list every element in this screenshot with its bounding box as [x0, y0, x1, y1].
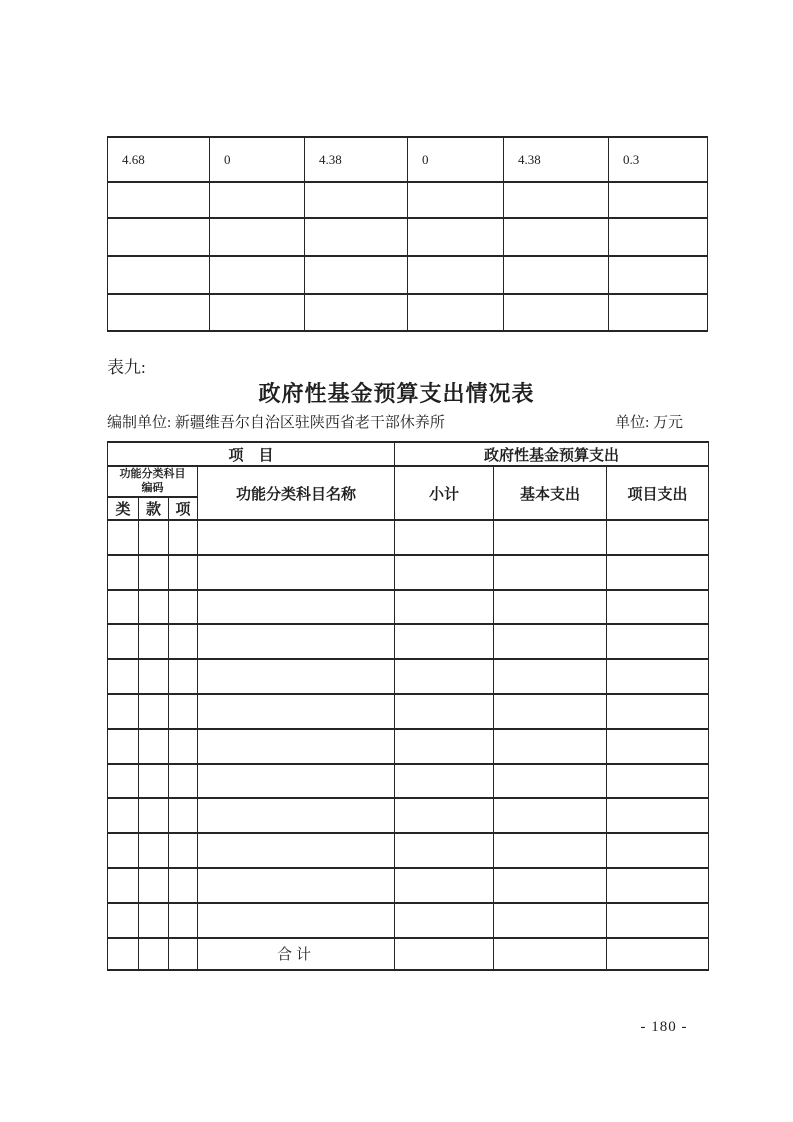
- table-cell: [139, 624, 169, 659]
- table-cell: [108, 938, 139, 970]
- table-row: [108, 729, 709, 764]
- table-cell: [607, 729, 709, 764]
- table-cell: [408, 256, 504, 294]
- table-cell: [139, 555, 169, 590]
- table-cell: [607, 590, 709, 625]
- table-cell: [198, 520, 395, 555]
- table-cell: [169, 938, 198, 970]
- table-cell: [609, 294, 708, 331]
- unit-label: 单位: 万元: [615, 415, 683, 431]
- continuation-table: [107, 136, 708, 332]
- table-cell: [108, 520, 139, 555]
- table-cell: 0.3: [609, 137, 708, 182]
- table-row: [108, 218, 708, 256]
- table-cell: [494, 694, 607, 729]
- table-cell: [494, 729, 607, 764]
- table-cell: [108, 182, 210, 218]
- table-cell: [169, 833, 198, 868]
- table-cell: [408, 218, 504, 256]
- table-row: [108, 798, 709, 833]
- table-cell: [395, 520, 494, 555]
- table-cell: [395, 694, 494, 729]
- table-cell: [139, 590, 169, 625]
- table-cell: [494, 868, 607, 903]
- table-cell: [408, 294, 504, 331]
- table-row: [108, 555, 709, 590]
- header-row-columns: [108, 466, 709, 497]
- table-row: [108, 256, 708, 294]
- table-cell: [198, 590, 395, 625]
- table-cell: [607, 798, 709, 833]
- table-cell: [198, 833, 395, 868]
- table-cell: [108, 833, 139, 868]
- table-cell: [139, 868, 169, 903]
- table-cell: [108, 590, 139, 625]
- table-cell: [108, 659, 139, 694]
- table-cell: [607, 694, 709, 729]
- table-cell: [395, 729, 494, 764]
- subtotal-column-header: 小计: [395, 466, 494, 520]
- table-row: [108, 520, 709, 555]
- table-cell: [395, 659, 494, 694]
- table-cell: [395, 833, 494, 868]
- table-cell: [198, 868, 395, 903]
- table-row: [108, 624, 709, 659]
- table-cell: [108, 798, 139, 833]
- table-cell: [609, 218, 708, 256]
- table-row: [108, 833, 709, 868]
- code-item-header: 项: [169, 497, 198, 520]
- table-cell: [210, 218, 305, 256]
- table-cell: [198, 764, 395, 799]
- table-cell: [108, 903, 139, 938]
- table-cell: 4.68: [108, 137, 210, 182]
- table-cell: [198, 903, 395, 938]
- expense-group-header: 政府性基金预算支出: [395, 442, 709, 466]
- table-cell: [607, 624, 709, 659]
- header-row-groups: [108, 442, 709, 466]
- table-cell: [395, 555, 494, 590]
- table-cell: [139, 659, 169, 694]
- table-cell: [198, 624, 395, 659]
- table-cell: [210, 182, 305, 218]
- table-cell: [494, 938, 607, 970]
- table-cell: [305, 218, 408, 256]
- table-cell: [609, 182, 708, 218]
- table-cell: [395, 938, 494, 970]
- table-cell: 0: [408, 137, 504, 182]
- table-cell: [494, 555, 607, 590]
- table-cell: [607, 833, 709, 868]
- table-cell: [108, 294, 210, 331]
- table-cell: [494, 833, 607, 868]
- table-cell: [139, 833, 169, 868]
- project-expense-column-header: 项目支出: [607, 466, 709, 520]
- table-cell: [169, 624, 198, 659]
- table-cell: [504, 182, 609, 218]
- table-cell: [139, 694, 169, 729]
- page-title: 政府性基金预算支出情况表: [258, 381, 535, 406]
- table-cell: [108, 218, 210, 256]
- table-row: [108, 868, 709, 903]
- table-cell: [494, 520, 607, 555]
- page-number: - 180 -: [640, 1019, 688, 1035]
- table-row: [108, 137, 708, 182]
- table-cell: [139, 903, 169, 938]
- table-row: [108, 764, 709, 799]
- code-group-header: [108, 466, 198, 497]
- table-cell: [139, 798, 169, 833]
- budget-table: [107, 441, 709, 971]
- table-cell: [210, 256, 305, 294]
- subtitle-row: [107, 413, 707, 433]
- table-cell: [607, 764, 709, 799]
- table-cell: 4.38: [504, 137, 609, 182]
- table-row: [108, 590, 709, 625]
- table-cell: [395, 764, 494, 799]
- table-cell: [108, 694, 139, 729]
- code-class-header: 类: [108, 497, 139, 520]
- table-cell: [607, 938, 709, 970]
- table-cell: [108, 555, 139, 590]
- table-cell: [198, 729, 395, 764]
- table-cell: [607, 520, 709, 555]
- table-cell: [494, 903, 607, 938]
- table-cell: [305, 294, 408, 331]
- table-row: [108, 182, 708, 218]
- table-cell: [395, 868, 494, 903]
- table-row: [108, 903, 709, 938]
- table-cell: [169, 764, 198, 799]
- table-row: [108, 694, 709, 729]
- table-cell: [609, 256, 708, 294]
- table-cell: [504, 294, 609, 331]
- table-cell: [494, 624, 607, 659]
- table-cell: [607, 555, 709, 590]
- table-cell: [139, 729, 169, 764]
- table-cell: [494, 798, 607, 833]
- table-cell: [169, 659, 198, 694]
- table-cell: [494, 659, 607, 694]
- table-cell: [395, 624, 494, 659]
- name-column-header: 功能分类科目名称: [198, 466, 395, 520]
- total-label-cell: 合计: [198, 938, 395, 970]
- table-cell: 4.38: [305, 137, 408, 182]
- table-cell: [395, 903, 494, 938]
- table-cell: [198, 798, 395, 833]
- table-cell: [169, 694, 198, 729]
- table-cell: [210, 294, 305, 331]
- table-cell: [504, 218, 609, 256]
- table-cell: [108, 764, 139, 799]
- prepared-by-label: 编制单位: 新疆维吾尔自治区驻陕西省老干部休养所: [107, 415, 445, 431]
- table-cell: [198, 694, 395, 729]
- table-cell: [169, 903, 198, 938]
- table-nine-label: 表九:: [107, 358, 146, 377]
- table-cell: [607, 903, 709, 938]
- table-cell: [108, 256, 210, 294]
- table-cell: [169, 729, 198, 764]
- code-group-line1: 功能分类科目: [119, 467, 186, 480]
- table-cell: 0: [210, 137, 305, 182]
- table-cell: [169, 555, 198, 590]
- table-cell: [108, 624, 139, 659]
- table-cell: [494, 590, 607, 625]
- item-group-header: 项 目: [108, 442, 395, 466]
- table-cell: [108, 729, 139, 764]
- table-cell: [305, 182, 408, 218]
- table-cell: [408, 182, 504, 218]
- table-cell: [139, 520, 169, 555]
- table-cell: [169, 520, 198, 555]
- table-cell: [198, 659, 395, 694]
- table-cell: [169, 590, 198, 625]
- table-cell: [305, 256, 408, 294]
- code-section-header: 款: [139, 497, 169, 520]
- table-cell: [139, 938, 169, 970]
- table-cell: [139, 764, 169, 799]
- table-cell: [169, 868, 198, 903]
- table-cell: [607, 868, 709, 903]
- table-cell: [607, 659, 709, 694]
- table-cell: [494, 764, 607, 799]
- table-cell: [108, 868, 139, 903]
- code-group-line2: 编码: [141, 481, 164, 494]
- table-cell: [395, 590, 494, 625]
- table-row: [108, 294, 708, 331]
- basic-expense-column-header: 基本支出: [494, 466, 607, 520]
- table-cell: [198, 555, 395, 590]
- table-row: [108, 659, 709, 694]
- total-row: [108, 938, 709, 970]
- table-cell: [504, 256, 609, 294]
- table-cell: [169, 798, 198, 833]
- table-cell: [395, 798, 494, 833]
